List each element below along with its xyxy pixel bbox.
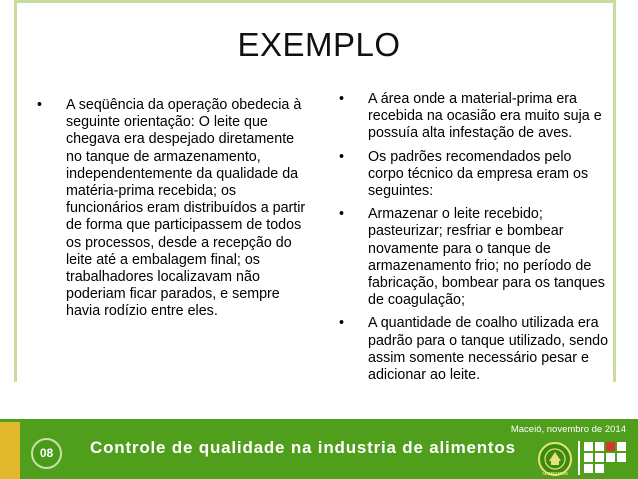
slide-title: EXEMPLO	[237, 26, 401, 63]
course-title: Controle de qualidade na industria de alimentos	[90, 438, 516, 457]
list-item-text: A seqüência da operação obedecia à seguinte orientação: O leite que chegava era despejado diretamente no tanque de armazenamento, independentemente da qualidade da matéria-prima recebida; os funcionários eram distribuídos a partir de forma que participassem de todos os processos, desde a recepção do leite até a embalagem final; os trabalhadores localizavam não poderiam ficar parados, e sempre havia rodízio entre eles.	[66, 97, 306, 320]
right-bullet-list	[339, 91, 609, 390]
seal-caption: ALIMENTOS	[542, 471, 568, 476]
bullet-marker: •	[37, 97, 43, 113]
list-item-text: Os padrões recomendados pelo corpo técnico da empresa eram os seguintes:	[368, 148, 589, 200]
bullet-marker: •	[339, 148, 345, 165]
list-item	[339, 149, 609, 201]
institute-logo-icon	[578, 441, 630, 475]
list-item-text: Armazenar o leite recebido; pasteurizar; resfriar e bombear novamente para o tanque de armazenamento frio; no período de fabricação, bombear para os tanques de coagulação;	[368, 206, 605, 309]
bullet-marker: •	[339, 91, 345, 107]
list-item	[37, 97, 309, 321]
left-bullet-list	[37, 97, 309, 327]
footer-accent-stripe	[0, 422, 20, 479]
list-item	[339, 206, 609, 309]
list-item	[339, 315, 609, 384]
slide-number-badge: 08	[31, 438, 62, 469]
bullet-marker: •	[339, 206, 345, 223]
list-item-text: A quantidade de coalho utilizada era padrão para o tanque utilizado, sendo assim somente necessário pesar e adicionar ao leite.	[368, 315, 609, 384]
date-text: Maceió, novembro de 2014	[510, 424, 626, 435]
list-item	[339, 91, 609, 143]
list-item-text: A área onde a material-prima era recebida na ocasião era muito suja e possuía alta infestação de aves.	[368, 91, 602, 142]
bullet-marker: •	[339, 315, 345, 332]
frame-top-border	[14, 0, 616, 3]
